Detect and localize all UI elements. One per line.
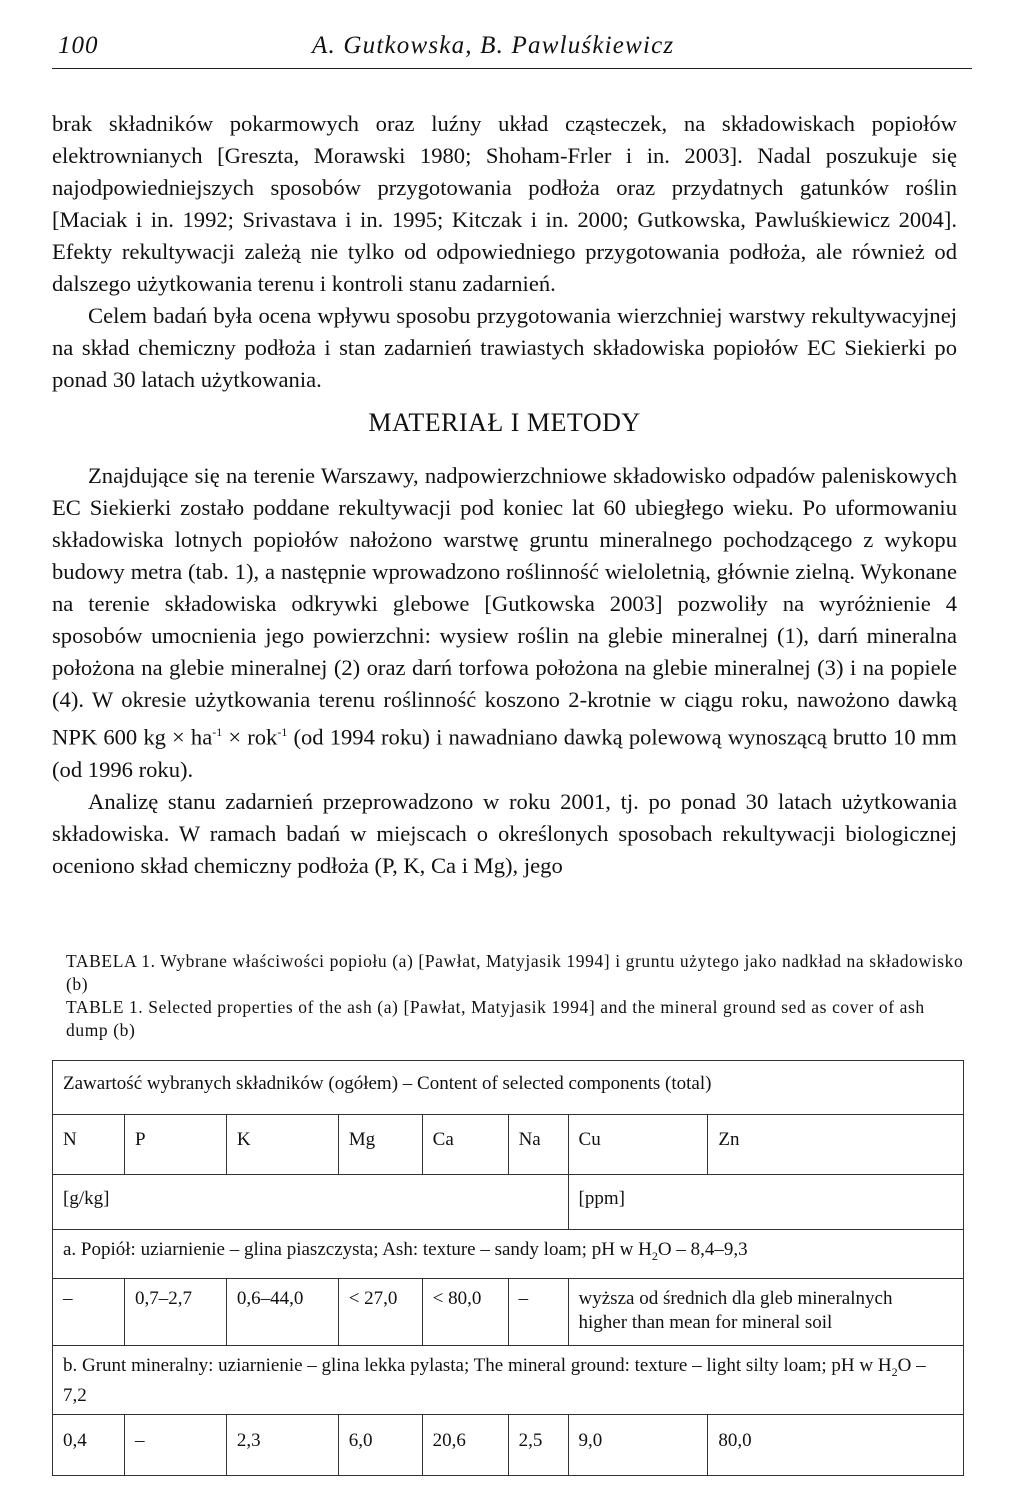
running-head: A. Gutkowska, B. Pawluśkiewicz xyxy=(312,32,675,59)
table-cell: Zn xyxy=(708,1115,964,1175)
methods-section xyxy=(52,460,957,882)
ash-label-a: a. Popiół: uziarnienie – glina piaszczysta; Ash: texture – sandy loam; pH w H xyxy=(63,1239,652,1260)
unit-cell: [g/kg] xyxy=(53,1175,569,1230)
table-cell: – xyxy=(508,1279,568,1346)
table-cell: Ca xyxy=(422,1115,508,1175)
table-cell xyxy=(568,1279,963,1346)
table-cell: 2,3 xyxy=(226,1414,338,1475)
table-row xyxy=(53,1346,964,1415)
table-title-cell: Zawartość wybranych składników (ogółem) – Content of selected components (total) xyxy=(53,1061,964,1115)
table-cell: P xyxy=(124,1115,226,1175)
table-caption xyxy=(66,950,966,1042)
intro-paragraph-1: brak składników pokarmowych oraz luźny układ cząsteczek, na składowiskach popiołów elektrownianych [Greszta, Morawski 1980; Shoham-Frler i in. 2003]. Nadal poszukuje się najodpowiedniejszych sposobów przygotowania podłoża oraz przydatnych gatunków roślin [Maciak i in. 1992; Srivastava i in. 1995; Kitczak i in. 2000; Gutkowska, Pawluśkiewicz 2004]. Efekty rekultywacji zależą nie tylko od odpowiedniego przygotowania podłoża, ale również od dalszego użytkowania terenu i kontroli stanu zadarnień. xyxy=(52,111,957,296)
methods-p1-text-a: Znajdujące się na terenie Warszawy, nadpowierzchniowe składowisko odpadów paleniskowych EC Siekierki zostało poddane rekultywacji pod koniec lat 60 ubiegłego wieku. Po uformowaniu składowiska lotnych popiołów nałożono warstwę gruntu mineralnego pochodzącego z wykopu budowy metra (tab. 1), a następnie wprowadzono roślinność wieloletnią, głównie zielną. Wykonane na terenie składowiska odkrywki glebowe [Gutkowska 2003] pozwoliły na wyróżnienie 4 sposobów umocnienia jego powierzchni: wysiew roślin na glebie mineralnej (1), darń mineralna położona na glebie mineralnej (2) oraz darń torfowa położona na glebie mineralnej (3) i na popiele (4). W okresie użytkowania terenu roślinność koszono 2-krotnie w ciągu roku, nawożono dawką NPK 600 kg × ha xyxy=(52,463,957,750)
caption-english: TABLE 1. Selected properties of the ash (a) [Pawłat, Matyjasik 1994] and the mineral ground sed as cover of ash dump (b) xyxy=(66,997,925,1040)
properties-table xyxy=(52,1060,964,1476)
page-header xyxy=(52,28,972,69)
ash-note-polish: wyższa od średnich dla gleb mineralnych xyxy=(578,1288,893,1309)
ground-label-a: b. Grunt mineralny: uziarnienie – glina lekka pylasta; The mineral ground: texture – light silty loam; pH w H xyxy=(63,1355,892,1376)
table-cell: 2,5 xyxy=(508,1414,568,1475)
table-row xyxy=(53,1115,964,1175)
table-cell: 0,6–44,0 xyxy=(226,1279,338,1346)
table-cell: – xyxy=(53,1279,125,1346)
table-cell: K xyxy=(226,1115,338,1175)
exponent: -1 xyxy=(277,725,288,739)
table-cell: N xyxy=(53,1115,125,1175)
caption-polish: TABELA 1. Wybrane właściwości popiołu (a) [Pawłat, Matyjasik 1994] i gruntu użytego jako nadkład na składowisko (b) xyxy=(66,951,964,994)
table-row xyxy=(53,1230,964,1279)
table-row xyxy=(53,1061,964,1115)
ash-note-english: higher than mean for mineral soil xyxy=(578,1312,833,1333)
exponent: -1 xyxy=(212,725,223,739)
table-cell: 80,0 xyxy=(708,1414,964,1475)
table-row xyxy=(53,1279,964,1346)
unit-cell: [ppm] xyxy=(568,1175,963,1230)
table-cell: Cu xyxy=(568,1115,708,1175)
table-cell: 6,0 xyxy=(338,1414,422,1475)
subscript: 2 xyxy=(891,1364,898,1379)
page-number: 100 xyxy=(58,32,99,59)
table-cell: 0,7–2,7 xyxy=(124,1279,226,1346)
table-cell: 0,4 xyxy=(53,1414,125,1475)
methods-p1-text-c: (od 1994 roku) i nawadniano dawką polewową wynoszącą brutto 10 mm (od 1996 roku). xyxy=(52,724,957,782)
intro-paragraph-2: Celem badań była ocena wpływu sposobu przygotowania wierzchniej warstwy rekultywacyjnej na skład chemiczny podłoża i stan zadarnień trawiastych składowiska popiołów EC Siekierki po ponad 30 latach użytkowania. xyxy=(52,303,957,392)
table-cell: < 27,0 xyxy=(338,1279,422,1346)
methods-paragraph-1 xyxy=(52,460,957,786)
table-cell: – xyxy=(124,1414,226,1475)
ash-label-b: O – 8,4–9,3 xyxy=(657,1239,748,1260)
ground-section-cell xyxy=(53,1346,964,1415)
methods-paragraph-2: Analizę stanu zadarnień przeprowadzono w roku 2001, tj. po ponad 30 latach użytkowania składowiska. W ramach badań w miejscach o określonych sposobach rekultywacji biologicznej oceniono skład chemiczny podłoża (P, K, Ca i Mg), jego xyxy=(52,788,957,878)
table-row xyxy=(53,1175,964,1230)
table-row xyxy=(53,1414,964,1475)
table-cell: 9,0 xyxy=(568,1414,708,1475)
table-cell: Mg xyxy=(338,1115,422,1175)
methods-p1-text-b: × rok xyxy=(222,724,278,750)
intro-section xyxy=(52,108,957,396)
ash-section-cell xyxy=(53,1230,964,1279)
table-cell: < 80,0 xyxy=(422,1279,508,1346)
table-cell: Na xyxy=(508,1115,568,1175)
subscript: 2 xyxy=(651,1248,658,1263)
ground-label-b: O – 7,2 xyxy=(63,1355,926,1406)
table-cell: 20,6 xyxy=(422,1414,508,1475)
section-heading: MATERIAŁ I METODY xyxy=(368,408,641,437)
